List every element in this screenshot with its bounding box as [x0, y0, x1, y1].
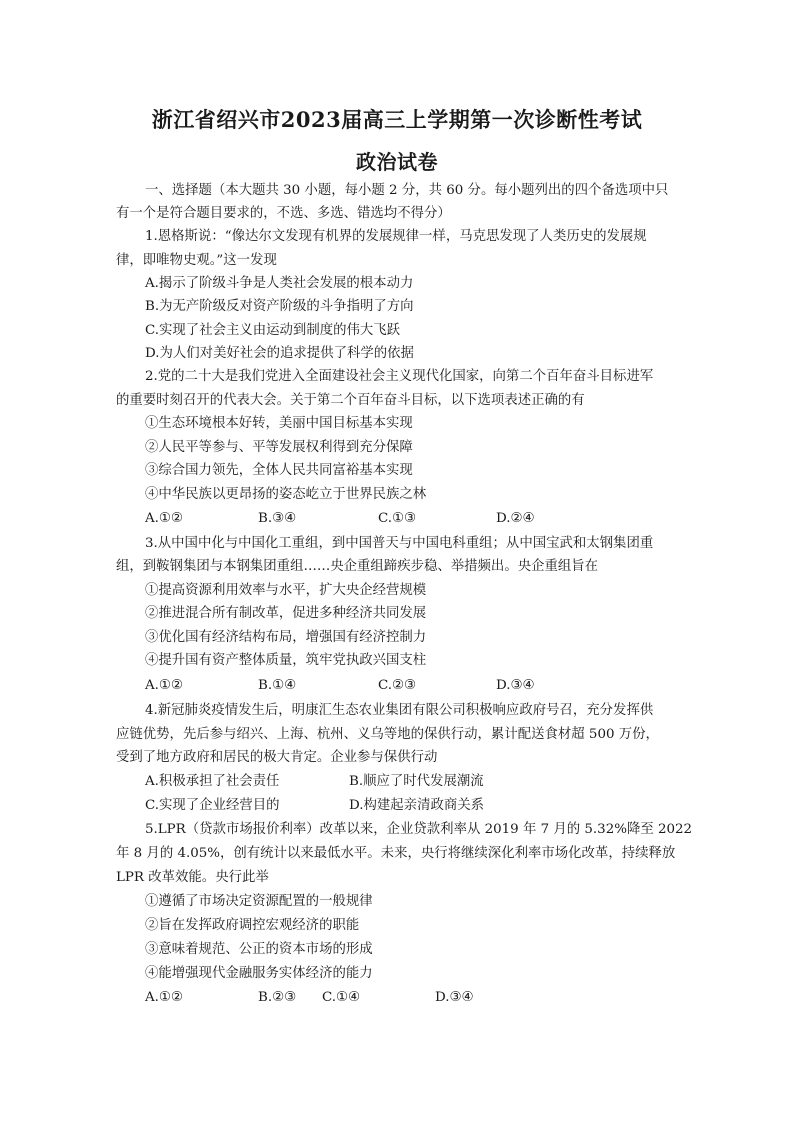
question-4-stem-line-3: 受到了地方政府和居民的极大肯定。企业参与保供行动 [116, 750, 438, 765]
question-4-choice-c: C.实现了企业经营目的 [145, 798, 280, 813]
question-5-item-4: ④能增强现代金融服务实体经济的能力 [145, 966, 373, 981]
question-2-item-1: ①生态环境根本好转，美丽中国目标基本实现 [145, 416, 413, 431]
question-1-option-a: A.揭示了阶级斗争是人类社会发展的根本动力 [145, 276, 414, 291]
document-title: 浙江省绍兴市2023届高三上学期第一次诊断性考试 [151, 107, 643, 132]
question-2-choice-a: A.①② [145, 511, 183, 526]
question-3-choice-d: D.③④ [496, 678, 535, 693]
question-1-stem-line-2: 律，即唯物史观。”这一发现 [116, 253, 277, 268]
question-2-item-4: ④中华民族以更昂扬的姿态屹立于世界民族之林 [145, 487, 427, 502]
question-3-choice-a: A.①② [145, 678, 183, 693]
question-2-item-3: ③综合国力领先，全体人民共同富裕基本实现 [145, 463, 413, 478]
question-5-stem-line-3: LPR 改革效能。央行此举 [116, 870, 269, 885]
question-3-stem-line-2: 组，到鞍钢集团与本钢集团重组……央企重组蹄疾步稳、举措频出。央企重组旨在 [116, 559, 599, 574]
section-intro-line-1: 一、选择题（本大题共 30 小题，每小题 2 分，共 60 分。每小题列出的四个备选项中只 [145, 183, 669, 198]
question-5-item-3: ③意味着规范、公正的资本市场的形成 [145, 942, 373, 957]
question-2-choice-b: B.③④ [258, 511, 297, 526]
question-2-item-2: ②人民平等参与、平等发展权利得到充分保障 [145, 440, 413, 455]
question-1-option-c: C.实现了社会主义由运动到制度的伟大飞跃 [145, 323, 401, 338]
question-1-option-b: B.为无产阶级反对资产阶级的斗争指明了方向 [145, 299, 414, 314]
document-subtitle: 政治试卷 [356, 150, 438, 174]
question-3-item-4: ④提升国有资产整体质量，筑牢党执政兴国支柱 [145, 653, 427, 668]
question-3-item-2: ②推进混合所有制改革，促进多种经济共同发展 [145, 606, 427, 621]
question-2-stem-line-1: 2.党的二十大是我们党进入全面建设社会主义现代化国家，向第二个百年奋斗目标进军 [145, 369, 654, 384]
question-1-option-d: D.为人们对美好社会的追求提供了科学的依据 [145, 346, 414, 361]
section-intro-line-2: 有一个是符合题目要求的，不选、多选、错选均不得分） [116, 206, 451, 221]
question-5-choice-c: C.①④ [322, 990, 361, 1005]
question-3-choice-b: B.①④ [258, 678, 297, 693]
question-5-choice-b: B.②③ [258, 990, 297, 1005]
question-5-choice-d: D.③④ [435, 990, 474, 1005]
question-5-item-1: ①遵循了市场决定资源配置的一般规律 [145, 894, 373, 909]
question-3-choice-c: C.②③ [378, 678, 417, 693]
question-1-stem-line-1: 1.恩格斯说：“像达尔文发现有机界的发展规律一样，马克思发现了人类历史的发展规 [145, 229, 647, 244]
question-5-item-2: ②旨在发挥政府调控宏观经济的职能 [145, 918, 360, 933]
question-4-stem-line-2: 应链优势，先后参与绍兴、上海、杭州、义乌等地的保供行动，累计配送食材超 500 万份， [116, 727, 659, 742]
question-2-choice-c: C.①③ [378, 511, 417, 526]
question-3-item-1: ①提高资源利用效率与水平，扩大央企经营规模 [145, 583, 427, 598]
question-3-item-3: ③优化国有经济结构布局，增强国有经济控制力 [145, 630, 427, 645]
question-4-choice-d: D.构建起亲清政商关系 [349, 798, 485, 813]
question-5-choice-a: A.①② [145, 990, 183, 1005]
question-4-stem-line-1: 4.新冠肺炎疫情发生后，明康汇生态农业集团有限公司积极响应政府号召，充分发挥供 [145, 703, 654, 718]
question-4-choice-b: B.顺应了时代发展潮流 [349, 774, 484, 789]
question-5-stem-line-1: 5.LPR（贷款市场报价利率）改革以来，企业贷款利率从 2019 年 7 月的 5.32%降至 2022 [145, 822, 693, 837]
question-5-stem-line-2: 年 8 月的 4.05%，创有统计以来最低水平。未来，央行将继续深化利率市场化改革，持续释放 [116, 846, 676, 861]
question-2-choice-d: D.②④ [496, 511, 535, 526]
question-4-choice-a: A.积极承担了社会责任 [145, 774, 280, 789]
question-2-stem-line-2: 的重要时刻召开的代表大会。关于第二个百年奋斗目标，以下选项表述正确的有 [116, 393, 585, 408]
question-3-stem-line-1: 3.从中国中化与中国化工重组，到中国普天与中国电科重组；从中国宝武和太钢集团重 [145, 536, 654, 551]
